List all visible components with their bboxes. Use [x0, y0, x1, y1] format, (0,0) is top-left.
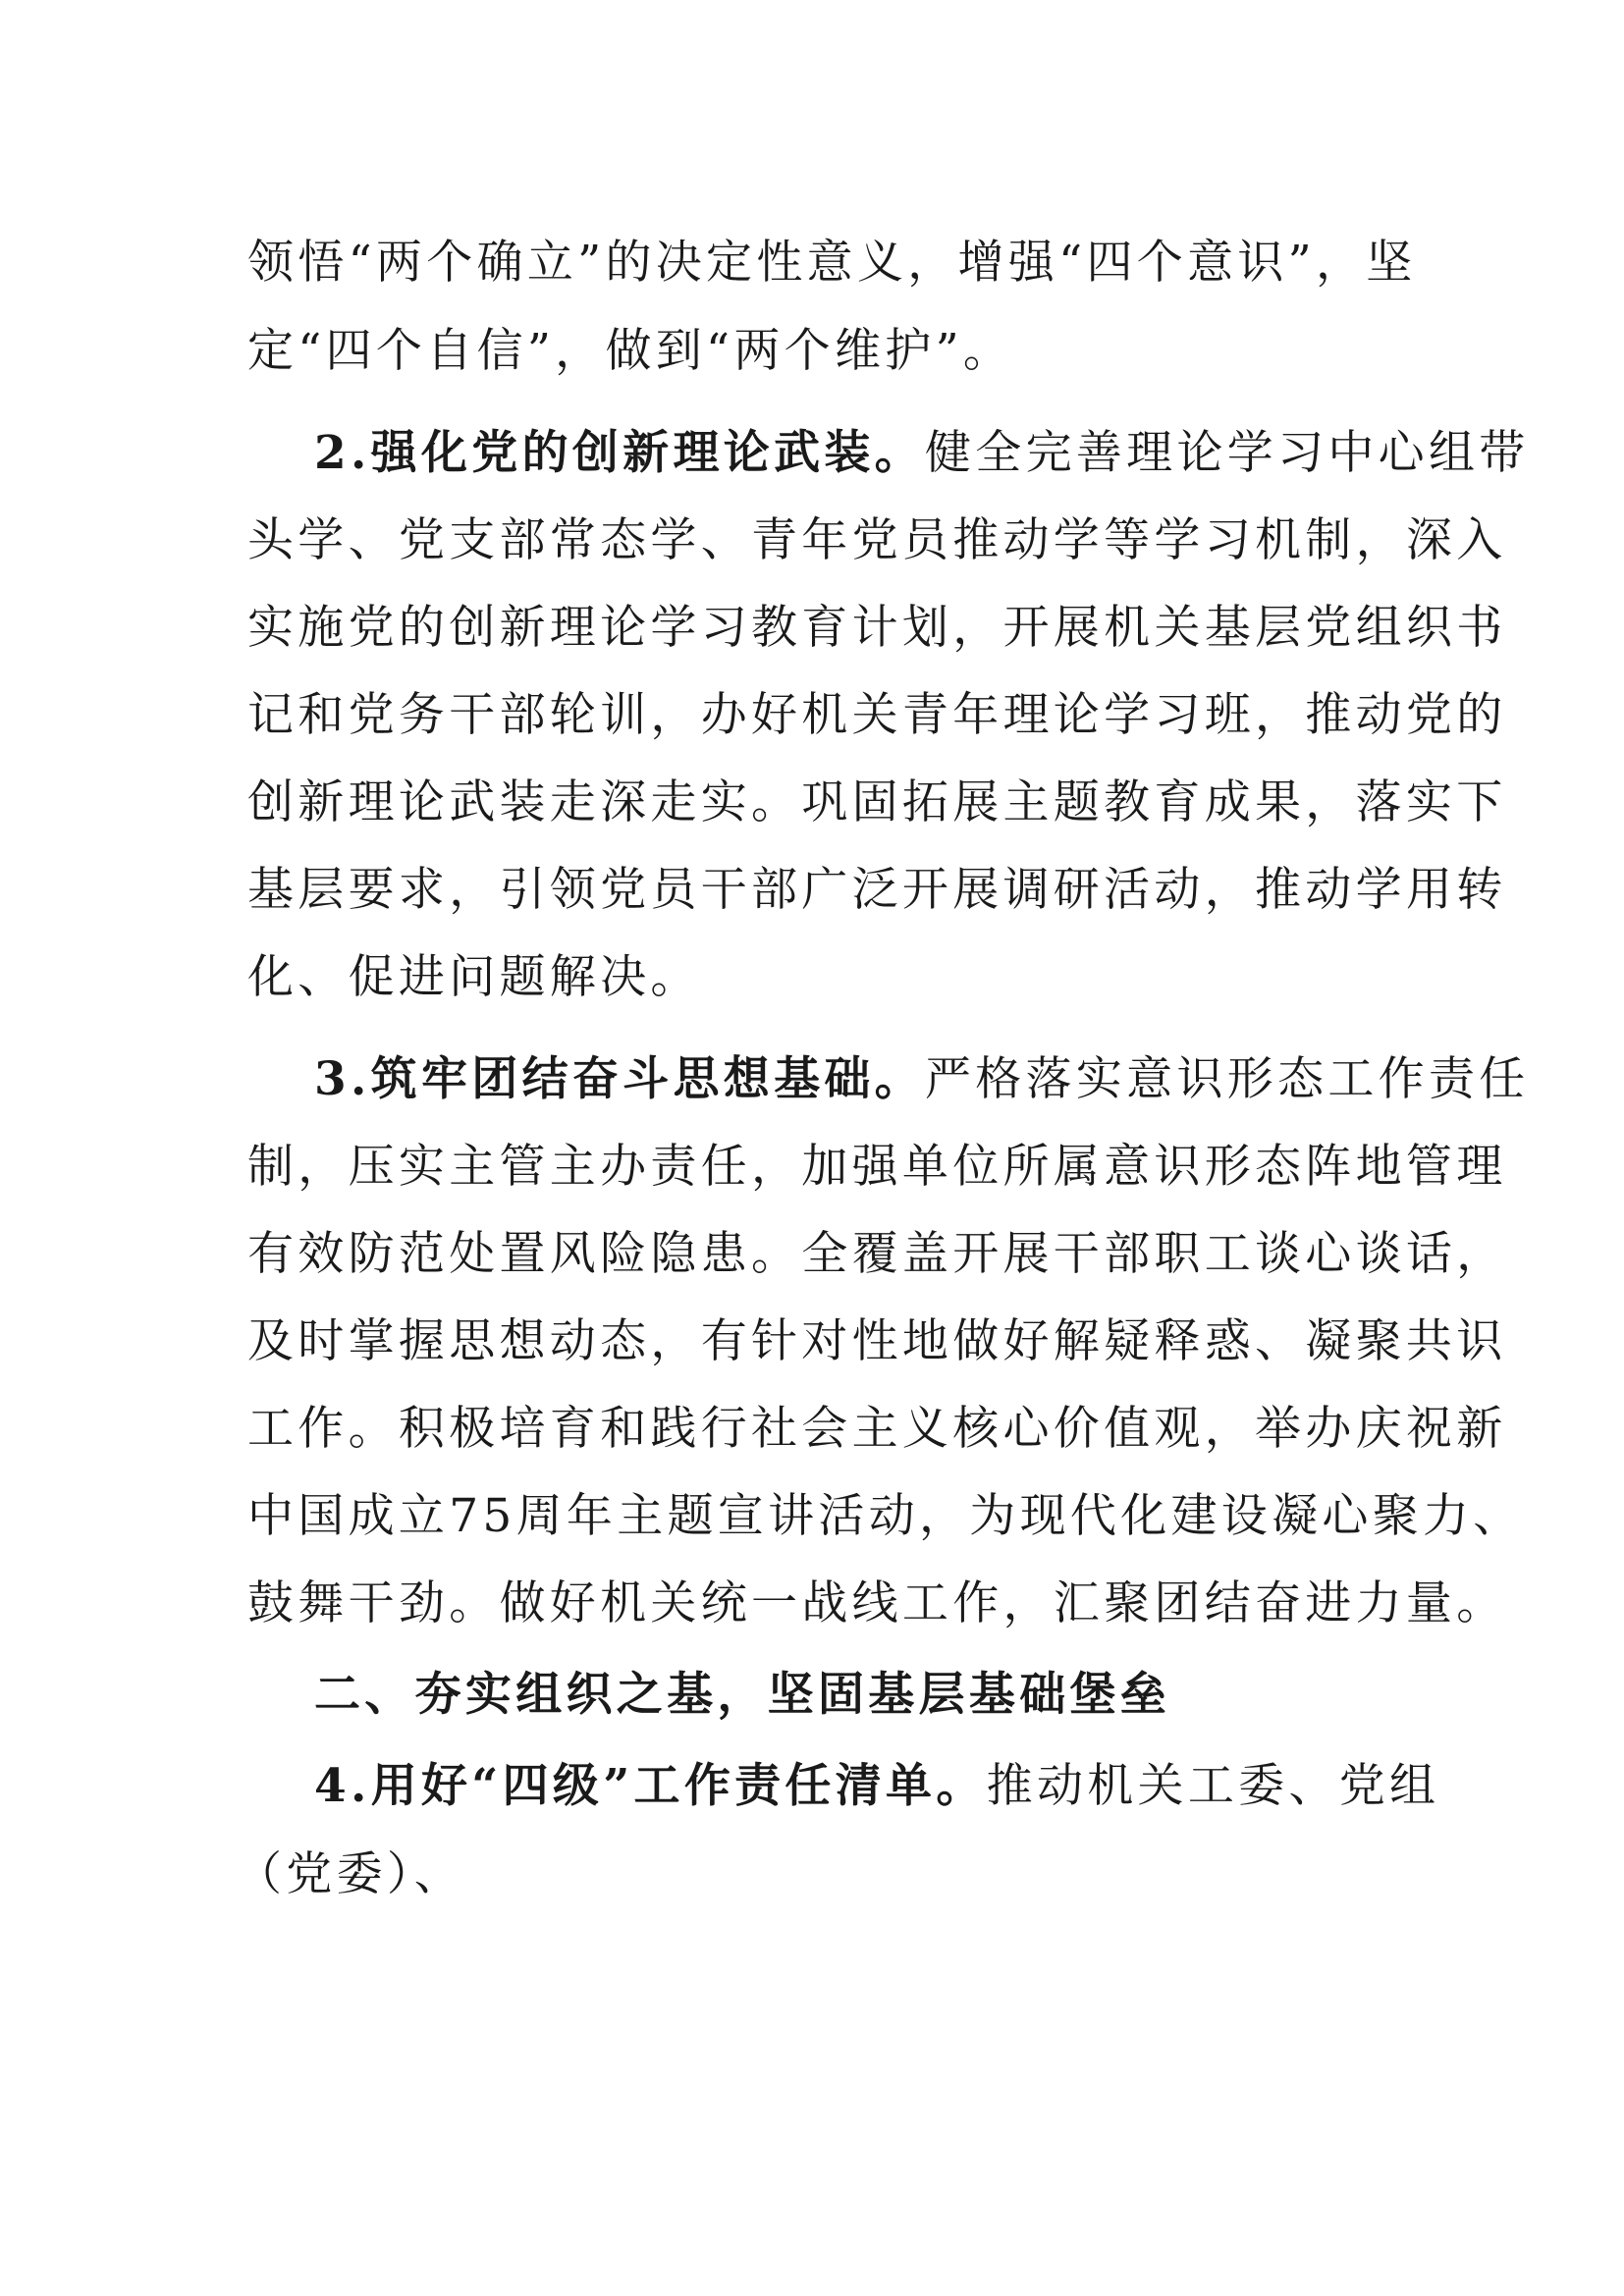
- paragraph-3-line-6: 中国成立75周年主题宣讲活动，为现代化建设凝心聚力、: [247, 1489, 1524, 1543]
- paragraph-4-line-2: （党委）、: [236, 1847, 464, 1901]
- section-heading: 二、夯实组织之基，坚固基层基础堡垒: [314, 1668, 1171, 1722]
- paragraph-2-first-line-text: 健全完善理论学习中心组带: [924, 426, 1530, 480]
- paragraph-2-line-1: [314, 424, 1530, 483]
- paragraph-3-line-2: 制，压实主管主办责任，加强单位所属意识形态阵地管理: [247, 1140, 1507, 1194]
- paragraph-3-line-7: 鼓舞干劲。做好机关统一战线工作，汇聚团结奋进力量。: [247, 1576, 1507, 1630]
- paragraph-2-line-4: 记和党务干部轮训，办好机关青年理论学习班，推动党的: [247, 688, 1507, 742]
- paragraph-2-line-7: 化、促进问题解决。: [247, 950, 701, 1004]
- paragraph-4-first-line-text: 推动机关工委、党组: [986, 1759, 1440, 1813]
- paragraph-1-line-1: 领悟“两个确立”的决定性意义，增强“四个意识”，坚: [247, 236, 1417, 290]
- paragraph-4-heading: 4.用好“四级”工作责任清单。: [314, 1759, 987, 1813]
- paragraph-3-line-3: 有效防范处置风险隐患。全覆盖开展干部职工谈心谈话，: [247, 1227, 1507, 1281]
- paragraph-2-line-6: 基层要求，引领党员干部广泛开展调研活动，推动学用转: [247, 863, 1507, 917]
- paragraph-4-line-1: [314, 1757, 1440, 1816]
- paragraph-2-heading: 2.强化党的创新理论武装。: [314, 426, 925, 480]
- paragraph-2-line-3: 实施党的创新理论学习教育计划，开展机关基层党组织书: [247, 601, 1507, 655]
- paragraph-3-first-line-text: 严格落实意识形态工作责任: [924, 1052, 1530, 1106]
- paragraph-3-line-5: 工作。积极培育和践行社会主义核心价值观，举办庆祝新: [247, 1402, 1507, 1456]
- paragraph-3-line-4: 及时掌握思想动态，有针对性地做好解疑释惑、凝聚共识: [247, 1314, 1507, 1368]
- paragraph-3-line-1: [314, 1050, 1530, 1109]
- paragraph-1-line-2: 定“四个自信”，做到“两个维护”。: [247, 324, 1014, 378]
- paragraph-2-line-5: 创新理论武装走深走实。巩固拓展主题教育成果，落实下: [247, 775, 1507, 829]
- paragraph-2-line-2: 头学、党支部常态学、青年党员推动学等学习机制，深入: [247, 513, 1507, 567]
- paragraph-3-heading: 3.筑牢团结奋斗思想基础。: [314, 1052, 925, 1106]
